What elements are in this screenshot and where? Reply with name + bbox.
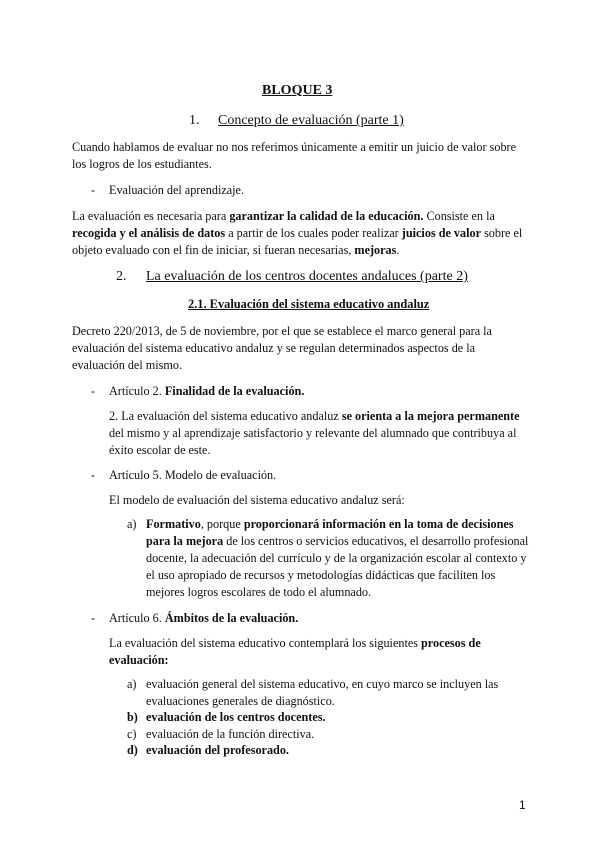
formativo-line-5: mejores logros escolares de todo el alumnado. (146, 585, 372, 599)
bullet-dash: - (91, 384, 96, 398)
section-2-heading (116, 268, 536, 286)
item-b-line (146, 709, 326, 727)
bold-run: Ámbitos de la evaluación. (164, 611, 299, 625)
bold-run: Formativo (146, 517, 201, 531)
decreto-line-2: evaluación del sistema educativo andaluz y se regulan determinados aspectos de la (72, 341, 476, 355)
bold-run: proporcionará información en la toma de decisiones (243, 517, 514, 531)
section-2-title: La evaluación de los centros docentes andaluces (parte 2) (146, 269, 468, 284)
text-run: sobre el (481, 226, 523, 240)
subsection-heading: 2.1. Evaluación del sistema educativo andaluz (188, 297, 430, 311)
articulo-2-text-line-2: del mismo y al aprendizaje satisfactorio y relevante del alumnado que contribuya al (109, 426, 517, 440)
bullet-dash: - (91, 468, 96, 482)
text-run: de los centros o servicios educativos, el desarrollo profesional (223, 534, 529, 548)
section-2-number: 2. (116, 269, 127, 284)
text-run: La evaluación del sistema educativo contemplará los siguientes (109, 636, 422, 650)
text-run: Artículo 6. (109, 611, 165, 625)
articulo-5-heading: Artículo 5. Modelo de evaluación. (109, 468, 277, 482)
item-a-line-2: evaluaciones generales de diagnóstico. (146, 694, 335, 708)
text-run: . (396, 243, 400, 257)
bold-run: juicios de valor (401, 226, 482, 240)
section-1-heading (189, 112, 449, 130)
text-run: a partir de los cuales poder realizar (225, 226, 402, 240)
list-label-a: a) (127, 517, 137, 531)
page-title: BLOQUE 3 (262, 83, 333, 98)
intro-paragraph-line-1: Cuando hablamos de evaluar no nos referimos únicamente a emitir un juicio de valor sobre (72, 140, 517, 154)
text-run: , porque (200, 517, 244, 531)
articulo-5-text: El modelo de evaluación del sistema educativo andaluz será: (109, 493, 405, 507)
evaluacion-paragraph-line-2 (72, 225, 522, 243)
text-run: La evaluación es necesaria para (72, 209, 230, 223)
section-1-title: Concepto de evaluación (parte 1) (218, 113, 404, 128)
list-label-d (127, 743, 138, 758)
articulo-2-text-line-3: éxito escolar de este. (109, 443, 211, 457)
bullet-dash: - (91, 183, 96, 197)
bold-run: d) (127, 743, 138, 757)
list-label-c: c) (127, 727, 137, 741)
bold-run: evaluación de los centros docentes. (146, 710, 326, 724)
evaluacion-paragraph-line-1 (72, 208, 495, 226)
articulo-2-heading (109, 383, 304, 401)
evaluacion-paragraph-line-3 (72, 242, 399, 260)
text-run: Artículo 2. (109, 384, 165, 398)
bold-run: recogida y el análisis de datos (72, 226, 226, 240)
articulo-6-text-line-1 (109, 635, 481, 653)
text-run: objeto evaluado con el fin de iniciar, si fueran necesarias, (72, 243, 355, 257)
bold-run: b) (127, 710, 138, 724)
text-run: Consiste en la (423, 209, 495, 223)
item-d-line (146, 742, 289, 760)
bold-run: se orienta a la mejora permanente (341, 409, 520, 423)
intro-paragraph-line-2: los logros de los estudiantes. (72, 157, 212, 171)
bold-run: mejoras (354, 243, 397, 257)
section-1-number: 1. (189, 113, 200, 128)
list-label-a: a) (127, 677, 137, 691)
bullet-aprendizaje: Evaluación del aprendizaje. (109, 183, 245, 197)
bold-run: para la mejora (146, 534, 224, 548)
formativo-line-4: el uso apropiado de recursos y metodologías didácticas que faciliten los (146, 568, 496, 582)
bullet-dash: - (91, 611, 96, 625)
bold-run: Finalidad de la evaluación. (164, 384, 305, 398)
decreto-line-1: Decreto 220/2013, de 5 de noviembre, por el que se establece el marco general para la (72, 324, 492, 338)
bold-run: evaluación del profesorado. (146, 743, 289, 757)
formativo-line-1 (146, 516, 514, 534)
formativo-line-3: docente, la adecuación del currículo y de la organización escolar al contexto y (146, 551, 527, 565)
bold-run: garantizar la calidad de la educación. (229, 209, 424, 223)
item-c-line: evaluación de la función directiva. (146, 727, 315, 741)
decreto-line-3: evaluación del mismo. (72, 358, 182, 372)
bold-run: evaluación: (109, 653, 169, 667)
articulo-2-text-line-1 (109, 408, 520, 426)
articulo-6-text-line-2 (109, 652, 169, 670)
list-label-b (127, 710, 138, 725)
page-number: 1 (519, 798, 526, 812)
item-a-line-1: evaluación general del sistema educativo, en cuyo marco se incluyen las (146, 677, 499, 691)
bold-run: procesos de (421, 636, 481, 650)
text-run: 2. La evaluación del sistema educativo andaluz (109, 409, 342, 423)
formativo-line-2 (146, 533, 528, 551)
articulo-6-heading (109, 610, 298, 628)
